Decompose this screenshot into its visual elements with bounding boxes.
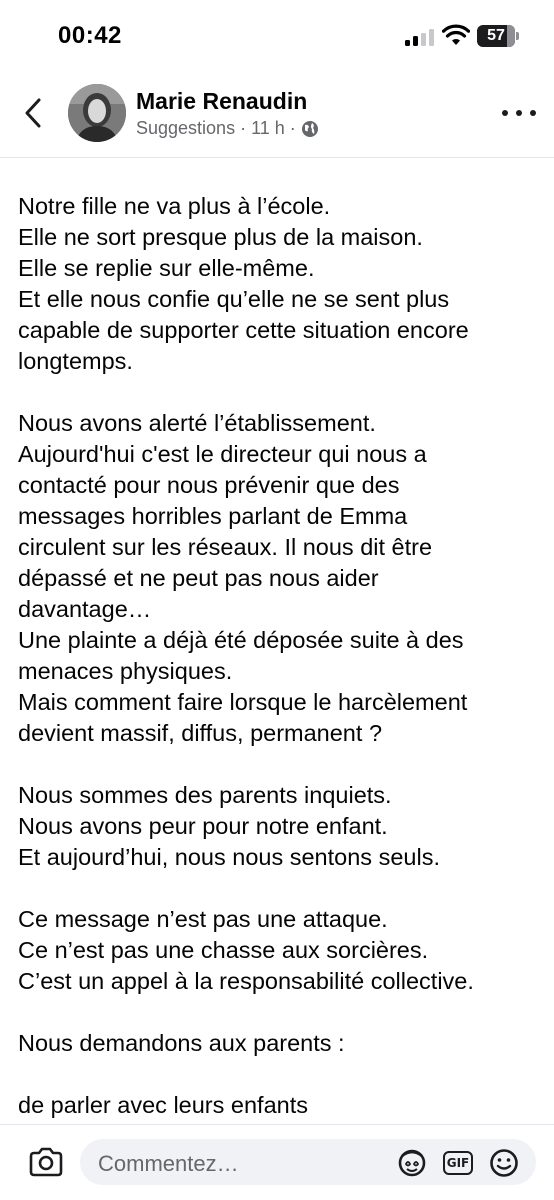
post-line: devient massif, diffus, permanent ? <box>18 720 383 746</box>
cellular-signal-icon <box>405 29 435 46</box>
post-line: Mais comment faire lorsque le harcèlement <box>18 689 468 715</box>
emoji-icon[interactable] <box>488 1147 520 1179</box>
post-line: messages horribles parlant de Emma <box>18 503 408 529</box>
post-header <box>0 74 554 158</box>
post-line: capable de supporter cette situation encore <box>18 317 469 343</box>
author-avatar[interactable] <box>68 84 126 142</box>
post-blank-line <box>18 997 538 1028</box>
meta-separator: · <box>240 118 247 138</box>
gif-button[interactable] <box>442 1147 474 1179</box>
post-line: davantage… <box>18 596 152 622</box>
wifi-icon <box>442 24 470 46</box>
post-line: Elle se replie sur elle-même. <box>18 255 315 281</box>
post-line: Elle ne sort presque plus de la maison. <box>18 224 423 250</box>
comment-input[interactable] <box>80 1139 536 1185</box>
post-line: contacté pour nous prévenir que des <box>18 472 400 498</box>
status-bar <box>0 0 554 74</box>
post-line: Et elle nous confie qu’elle ne se sent plus <box>18 286 450 312</box>
post-line: longtemps. <box>18 348 133 374</box>
avatar-sticker-icon[interactable] <box>396 1147 428 1179</box>
camera-icon[interactable] <box>28 1147 64 1177</box>
post-text <box>18 158 538 1121</box>
post-blank-line <box>18 377 538 408</box>
post-meta <box>136 118 319 139</box>
post-line: Ce n’est pas une chasse aux sorcières. <box>18 937 429 963</box>
globe-icon <box>301 120 319 138</box>
post-line: Nous demandons aux parents : <box>18 1030 345 1056</box>
battery-icon <box>477 25 515 47</box>
post-blank-line <box>18 873 538 904</box>
post-line: Ce message n’est pas une attaque. <box>18 906 388 932</box>
post-line: Une plainte a déjà été déposée suite à des <box>18 627 464 653</box>
post-line: Notre fille ne va plus à l’école. <box>18 193 331 219</box>
post-line: circulent sur les réseaux. Il nous dit être <box>18 534 433 560</box>
profile-photo <box>68 84 126 142</box>
post-line: Nous avons peur pour notre enfant. <box>18 813 388 839</box>
back-chevron-icon <box>24 98 42 128</box>
meta-separator: · <box>289 118 296 138</box>
post-blank-line <box>18 1059 538 1090</box>
status-time: 00:42 <box>58 22 122 49</box>
post-line: C’est un appel à la responsabilité collective. <box>18 968 474 994</box>
battery-level: 57 <box>487 27 505 44</box>
post-blank-line <box>18 160 538 191</box>
meta-source: Suggestions <box>136 118 236 138</box>
post-line: de parler avec leurs enfants <box>18 1092 308 1118</box>
post-line: Nous sommes des parents inquiets. <box>18 782 392 808</box>
post-line: dépassé et ne peut pas nous aider <box>18 565 379 591</box>
meta-time[interactable]: 11 h <box>251 118 285 138</box>
more-options-icon[interactable] <box>502 102 536 124</box>
post-line: menaces physiques. <box>18 658 233 684</box>
gif-icon: GIF <box>443 1151 473 1175</box>
post-line: Et aujourd’hui, nous nous sentons seuls. <box>18 844 440 870</box>
post-line: Aujourd'hui c'est le directeur qui nous a <box>18 441 427 467</box>
post-line: Nous avons alerté l’établissement. <box>18 410 376 436</box>
back-button[interactable] <box>18 94 48 132</box>
author-name[interactable]: Marie Renaudin <box>136 88 308 114</box>
comment-placeholder: Commentez… <box>98 1151 239 1176</box>
post-blank-line <box>18 749 538 780</box>
comment-bar <box>0 1124 554 1200</box>
post-body <box>0 158 554 1124</box>
